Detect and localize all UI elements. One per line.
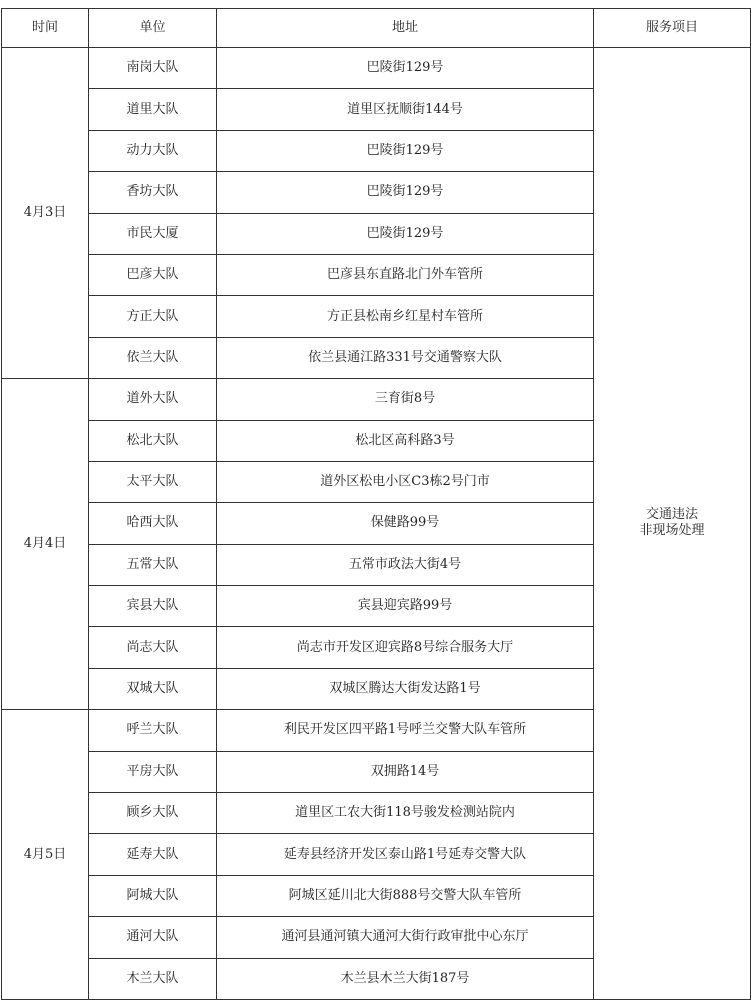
- address-cell: 通河县通河镇大通河大街行政审批中心东厅: [217, 917, 594, 958]
- address-cell: 利民开发区四平路1号呼兰交警大队车管所: [217, 710, 594, 751]
- unit-cell: 阿城大队: [89, 875, 217, 916]
- schedule-body: [2, 48, 751, 1000]
- unit-cell: 木兰大队: [89, 958, 217, 999]
- unit-cell: 哈西大队: [89, 503, 217, 544]
- table-row: [2, 48, 751, 89]
- unit-cell: 双城大队: [89, 668, 217, 709]
- unit-cell: 五常大队: [89, 544, 217, 585]
- header-row: [2, 9, 751, 48]
- unit-cell: 平房大队: [89, 751, 217, 792]
- address-cell: 巴陵街129号: [217, 130, 594, 171]
- address-cell: 双拥路14号: [217, 751, 594, 792]
- unit-cell: 方正大队: [89, 296, 217, 337]
- unit-cell: 南岗大队: [89, 48, 217, 89]
- service-line-2: 非现场处理: [639, 523, 705, 539]
- unit-cell: 松北大队: [89, 420, 217, 461]
- unit-cell: 尚志大队: [89, 627, 217, 668]
- address-cell: 木兰县木兰大街187号: [217, 958, 594, 999]
- address-cell: 巴陵街129号: [217, 172, 594, 213]
- address-cell: 方正县松南乡红星村车管所: [217, 296, 594, 337]
- address-cell: 巴陵街129号: [217, 48, 594, 89]
- address-cell: 道里区抚顺街144号: [217, 89, 594, 130]
- address-cell: 巴彦县东直路北门外车管所: [217, 254, 594, 295]
- service-line-1: 交通违法: [645, 507, 698, 523]
- schedule-table: [1, 8, 751, 1000]
- header-service: 服务项目: [594, 9, 751, 48]
- unit-cell: 太平大队: [89, 461, 217, 502]
- header-address: 地址: [217, 9, 594, 48]
- address-cell: 阿城区延川北大街888号交警大队车管所: [217, 875, 594, 916]
- address-cell: 巴陵街129号: [217, 213, 594, 254]
- address-cell: 道外区松电小区C3栋2号门市: [217, 461, 594, 502]
- address-cell: 双城区腾达大街发达路1号: [217, 668, 594, 709]
- unit-cell: 市民大厦: [89, 213, 217, 254]
- unit-cell: 宾县大队: [89, 586, 217, 627]
- address-cell: 宾县迎宾路99号: [217, 586, 594, 627]
- address-cell: 五常市政法大街4号: [217, 544, 594, 585]
- service-cell: [594, 48, 751, 1000]
- unit-cell: 道里大队: [89, 89, 217, 130]
- address-cell: 道里区工农大街118号骏发检测站院内: [217, 793, 594, 834]
- date-cell: 4月3日: [2, 48, 89, 379]
- address-cell: 松北区高科路3号: [217, 420, 594, 461]
- unit-cell: 呼兰大队: [89, 710, 217, 751]
- address-cell: 依兰县通江路331号交通警察大队: [217, 337, 594, 378]
- unit-cell: 通河大队: [89, 917, 217, 958]
- address-cell: 延寿县经济开发区泰山路1号延寿交警大队: [217, 834, 594, 875]
- unit-cell: 道外大队: [89, 379, 217, 420]
- unit-cell: 延寿大队: [89, 834, 217, 875]
- unit-cell: 顾乡大队: [89, 793, 217, 834]
- header-unit: 单位: [89, 9, 217, 48]
- address-cell: 三育街8号: [217, 379, 594, 420]
- unit-cell: 动力大队: [89, 130, 217, 171]
- address-cell: 保健路99号: [217, 503, 594, 544]
- date-cell: 4月4日: [2, 379, 89, 710]
- address-cell: 尚志市开发区迎宾路8号综合服务大厅: [217, 627, 594, 668]
- unit-cell: 依兰大队: [89, 337, 217, 378]
- date-cell: 4月5日: [2, 710, 89, 1000]
- header-time: 时间: [2, 9, 89, 48]
- unit-cell: 巴彦大队: [89, 254, 217, 295]
- unit-cell: 香坊大队: [89, 172, 217, 213]
